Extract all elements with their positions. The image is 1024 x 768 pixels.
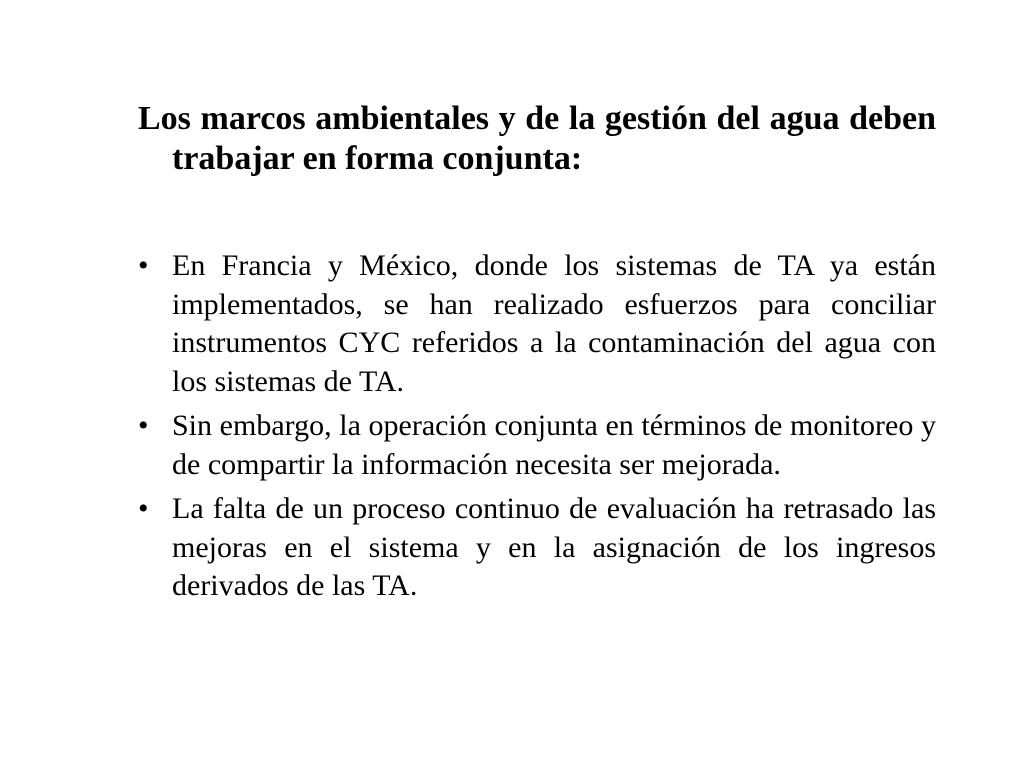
- bullet-list: [138, 247, 936, 612]
- bullet-text: En Francia y México, donde los sistemas de TA ya están implementados, se han realizado esfuerzos para conciliar instrumentos CYC referidos a la contaminación del agua con los sistemas de TA.: [172, 249, 936, 398]
- slide-heading: Los marcos ambientales y de la gestión del agua deben trabajar en forma conjunta:: [138, 100, 936, 177]
- bullet-item: [138, 490, 936, 606]
- bullet-text: La falta de un proceso continuo de evaluación ha retrasado las mejoras en el sistema y en la asignación de los ingresos derivados de las TA.: [172, 492, 936, 602]
- bullet-dot-icon: •: [138, 409, 149, 442]
- bullet-dot-icon: •: [138, 492, 149, 525]
- bullet-item: [138, 407, 936, 484]
- bullet-text: Sin embargo, la operación conjunta en términos de monitoreo y de compartir la información necesita ser mejorada.: [172, 409, 936, 481]
- bullet-dot-icon: •: [138, 249, 149, 282]
- bullet-item: [138, 247, 936, 401]
